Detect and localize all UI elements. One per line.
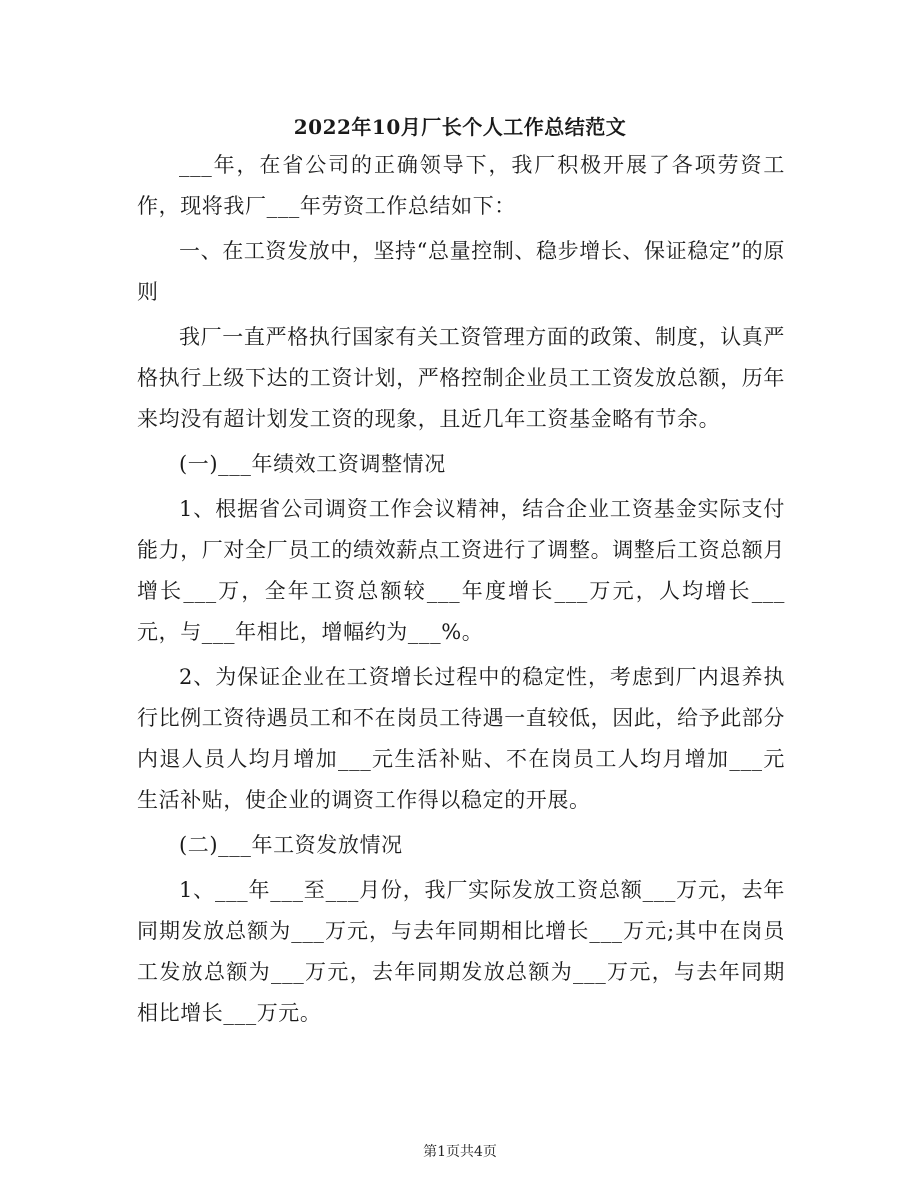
paragraph-item-2: 2、为保证企业在工资增长过程中的稳定性，考虑到厂内退养执行比例工资待遇员工和不在岗员工待遇一直较低，因此，给予此部分内退人员人均月增加___元生活补贴、不在岗员工人均月增加___元生活补贴，使企业的调资工作得以稳定的开展。 — [137, 665, 785, 812]
document-body — [137, 145, 785, 1034]
paragraph-item-1: 1、根据省公司调资工作会议精神，结合企业工资基金实际支付能力，厂对全厂员工的绩效薪点工资进行了调整。调整后工资总额月增长___万，全年工资总额较___年度增长___万元，人均增长___元，与___年相比，增幅约为___%。 — [137, 497, 785, 644]
subsection-heading-2: (二)___年工资发放情况 — [179, 833, 403, 857]
subsection-heading-1: (一)___年绩效工资调整情况 — [179, 452, 446, 476]
paragraph-item-3: 1、___年___至___月份，我厂实际发放工资总额___万元，去年同期发放总额为___万元，与去年同期相比增长___万元;其中在岗员工发放总额为___万元，去年同期发放总额为___万元，与去年同期相比增长___万元。 — [137, 878, 785, 1025]
document-title: 2022年10月厂长个人工作总结范文 — [293, 115, 627, 139]
page-number: 第1页共4页 — [423, 1144, 497, 1160]
section-heading-1: 一、在工资发放中，坚持“总量控制、稳步增长、保证稳定”的原则 — [137, 239, 785, 304]
paragraph-intro: ___年，在省公司的正确领导下，我厂积极开展了各项劳资工作，现将我厂___年劳资工作总结如下： — [137, 153, 785, 218]
paragraph-policy: 我厂一直严格执行国家有关工资管理方面的政策、制度，认真严格执行上级下达的工资计划，严格控制企业员工工资发放总额，历年来均没有超计划发工资的现象，且近几年工资基金略有节余。 — [137, 325, 785, 431]
